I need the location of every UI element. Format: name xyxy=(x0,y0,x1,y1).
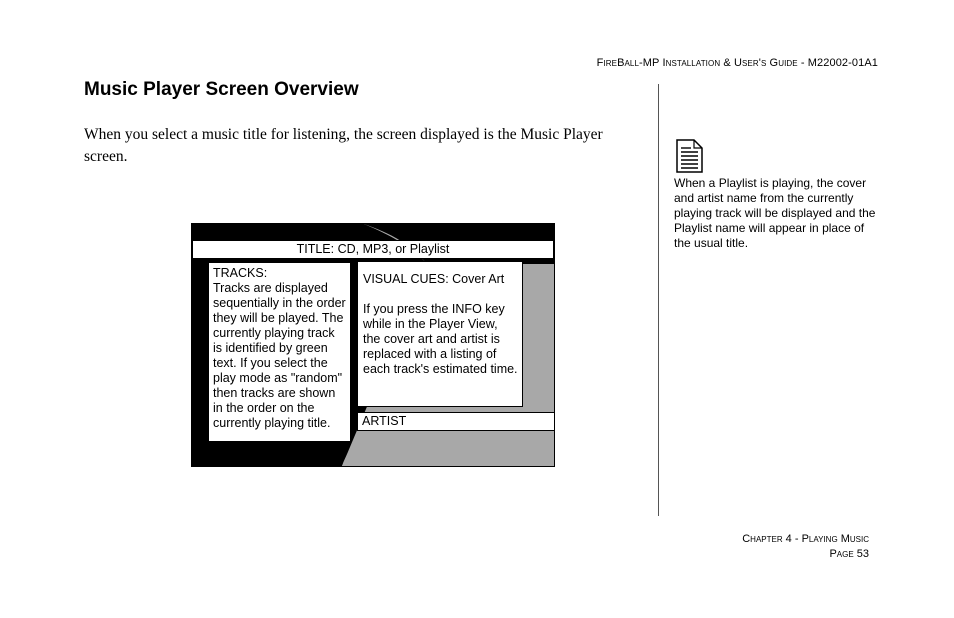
chapter-label: Chapter 4 - Playing Music xyxy=(742,533,869,545)
tracks-heading: TRACKS: xyxy=(213,266,268,280)
figure-tracks-box xyxy=(208,262,351,442)
page-number: Page 53 xyxy=(829,548,869,560)
figure-artist-bar: ARTIST xyxy=(357,412,555,431)
column-divider xyxy=(658,84,659,516)
music-player-screen-figure xyxy=(191,223,555,467)
figure-visual-cues-box xyxy=(357,261,523,407)
tracks-body: Tracks are displayed sequentially in the order they will be played. The currently playing track is identified by green text. If you select the play mode as "random" then tracks are shown in the order on the currently playing title. xyxy=(213,281,346,430)
running-header: FireBall-MP Installation & User's Guide - M22002-01A1 xyxy=(596,57,878,69)
sidebar-note: When a Playlist is playing, the cover and artist name from the currently playing track will be displayed and the Playlist name will appear in place of the usual title. xyxy=(674,176,876,250)
visual-cues-body: If you press the INFO key while in the Player View, the cover art and artist is replaced with a listing of each track's estimated time. xyxy=(363,302,518,376)
page-footer xyxy=(742,532,869,562)
section-title: Music Player Screen Overview xyxy=(84,79,359,100)
visual-cues-heading: VISUAL CUES: Cover Art xyxy=(363,272,505,286)
intro-paragraph: When you select a music title for listening, the screen displayed is the Music Player screen. xyxy=(84,126,603,165)
note-document-icon xyxy=(676,139,703,178)
figure-title-bar: TITLE: CD, MP3, or Playlist xyxy=(192,240,554,259)
